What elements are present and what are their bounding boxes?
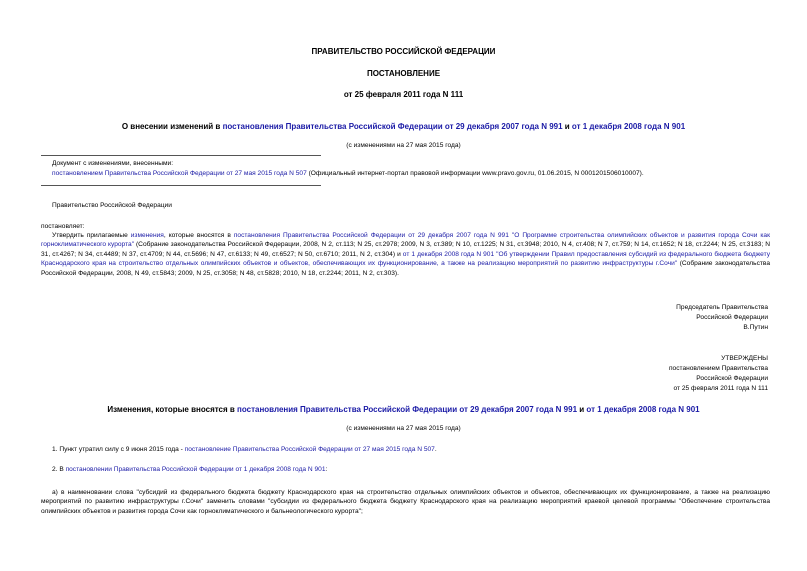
changes-link-507[interactable]: постановлением Правительства Российской Федерации от 27 мая 2015 года N 507 bbox=[52, 170, 307, 177]
document-type: ПОСТАНОВЛЕНИЕ bbox=[366, 69, 441, 78]
changes-heading: Документ с изменениями, внесенными: bbox=[52, 160, 174, 167]
title2-link-991[interactable]: постановления Правительства Российской Федерации от 29 декабря 2007 года N 991 bbox=[237, 405, 578, 414]
decrees-word: постановляет: bbox=[41, 223, 85, 230]
item-1-end: . bbox=[434, 446, 437, 453]
title-link-901[interactable]: от 1 декабря 2008 года N 901 bbox=[571, 122, 686, 131]
approved-line3: Российской Федерации bbox=[696, 375, 768, 382]
title2-mid: и bbox=[577, 405, 587, 414]
para-text2: (Собрание законодательства Российской Федерации, 2008, N 2, ст.113; N 25, ст.2978; 2009, N 3, ст.389; N 10, ст.1225; N 31, ст.3948; 2010, N 4, ст.408; N 7, ст.759; N 14, ст.1652; N 18, ст.2244; N 25, ст.3183; N 31, ст.4267; N 34, ст.4489; N 37, ст.4709; N 44, ст.5696; N 47, ст.6133; N 49, ст.6527; N 50, ст.6710; 2011, N 2, ст.304) и bbox=[41, 241, 771, 258]
para-link-901[interactable]: от 1 декабря 2008 года N 901 "Об утверждении Правил предоставления субсидий из федерального бюджета бюджету Краснодарского края на строительство отдельных олимпийских объектов и объектов, обеспечивающих их функционирование, а также на реализацию мероприятий по развитию инфраструктуры г.Сочи" bbox=[41, 250, 770, 268]
signature-name: В.Путин bbox=[743, 324, 768, 331]
title-link-991[interactable]: постановления Правительства Российской Федерации от 29 декабря 2007 года N 991 bbox=[222, 122, 563, 131]
para-start: Утвердить прилагаемые bbox=[52, 232, 131, 239]
title-mid: и bbox=[562, 122, 572, 131]
divider-top bbox=[41, 155, 321, 156]
revision-note: (с изменениями на 27 мая 2015 года) bbox=[346, 142, 461, 149]
document-date-number: от 25 февраля 2011 года N 111 bbox=[343, 90, 464, 99]
changes-title bbox=[0, 405, 807, 414]
document-title bbox=[0, 122, 807, 131]
divider-bottom bbox=[41, 185, 321, 186]
title2-link-901[interactable]: от 1 декабря 2008 года N 901 bbox=[586, 405, 700, 414]
item-2-text: 2. В bbox=[52, 466, 66, 473]
approved-line2: постановлением Правительства bbox=[668, 365, 768, 372]
para-link-changes[interactable]: изменения bbox=[130, 232, 164, 239]
item-2-link[interactable]: постановлении Правительства Российской Федерации от 1 декабря 2008 года N 901 bbox=[65, 466, 326, 473]
revision-note-2: (с изменениями на 27 мая 2015 года) bbox=[346, 425, 461, 432]
item-2-end: : bbox=[325, 466, 328, 473]
approved-line1: УТВЕРЖДЕНЫ bbox=[721, 355, 768, 362]
para-text1: , которые вносятся в bbox=[163, 232, 234, 239]
government-subject: Правительство Российской Федерации bbox=[52, 202, 172, 209]
item-2 bbox=[52, 465, 327, 474]
title2-prefix: Изменения, которые вносятся в bbox=[107, 405, 238, 414]
changes-source bbox=[52, 169, 644, 178]
changes-rest: (Официальный интернет-портал правовой информации www.pravo.gov.ru, 01.06.2015, N 0001201506010007). bbox=[306, 170, 644, 177]
government-heading: ПРАВИТЕЛЬСТВО РОССИЙСКОЙ ФЕДЕРАЦИИ bbox=[311, 47, 496, 56]
approved-line4: от 25 февраля 2011 года N 111 bbox=[673, 385, 768, 392]
signature-line1: Председатель Правительства bbox=[676, 304, 768, 311]
title-prefix: О внесении изменений в bbox=[121, 122, 223, 131]
item-1-link[interactable]: постановление Правительства Российской Федерации от 27 мая 2015 года N 507 bbox=[184, 446, 435, 453]
para-text3: (Собрание законодательства Российской Федерации, 2008, N 49, ст.5843; 2009, N 25, ст.3058; N 48, ст.5828; 2010, N 18, ст.2244; 2011, N 2, ст.303). bbox=[41, 260, 770, 277]
item-1-text: 1. Пункт утратил силу с 9 июня 2015 года - bbox=[52, 446, 185, 453]
item-2a: а) в наименовании слова "субсидий из федерального бюджета бюджету Краснодарского края на строительство отдельных олимпийских объектов и объектов, обеспечивающих их функционирование, а также на реализацию мероприятий по развитию инфраструктуры г.Сочи" заменить словами "субсидии из федерального бюджета бюджету Краснодарского края на реализацию мероприятий краевой целевой программы "Обеспечение строительства олимпийских объектов и развития города Сочи как горноклиматического и бальнеологического курорта"; bbox=[41, 489, 770, 515]
main-paragraph bbox=[41, 231, 770, 278]
item-1 bbox=[52, 445, 437, 454]
signature-line2: Российской Федерации bbox=[696, 314, 768, 321]
para-link-991[interactable]: постановления Правительства Российской Федерации от 29 декабря 2007 года N 991 "О Программе строительства олимпийских объектов и развития города Сочи как горноклиматического курорта" bbox=[41, 232, 770, 249]
